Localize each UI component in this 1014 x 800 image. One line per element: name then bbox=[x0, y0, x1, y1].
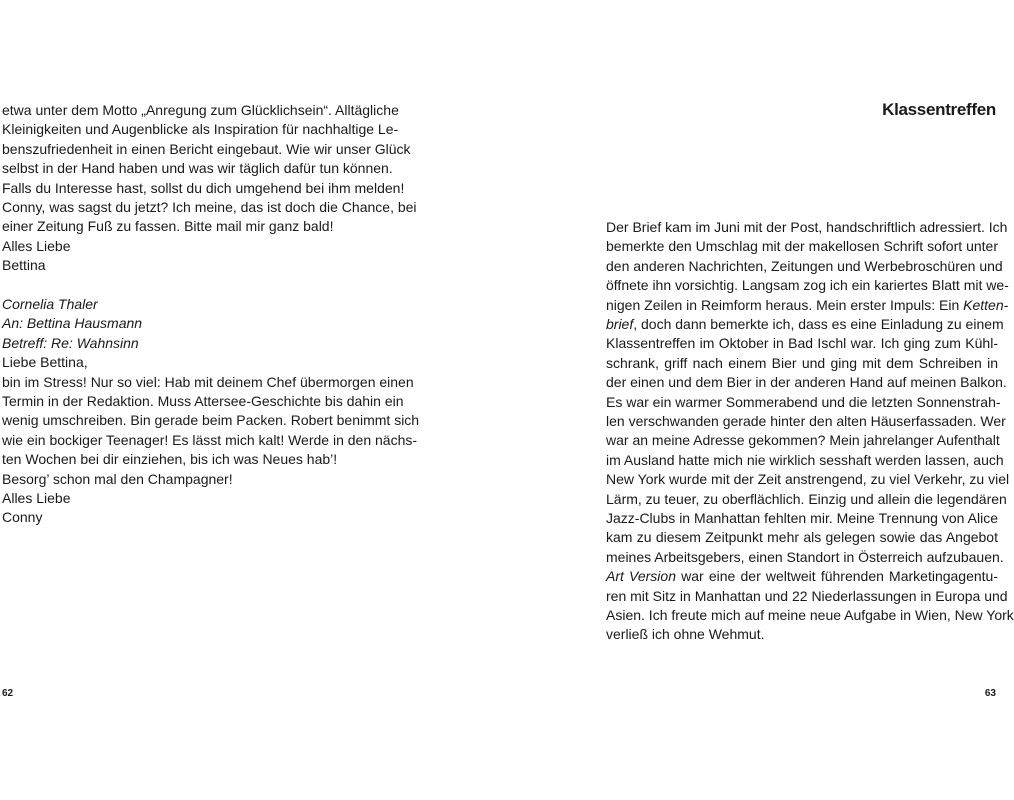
text-line bbox=[606, 296, 1009, 315]
text-line: meines Arbeitsgebers, einen Standort in Österreich aufzubauen. bbox=[606, 549, 1004, 565]
text-line: Alles Liebe bbox=[2, 238, 71, 254]
italic-term: Ketten- bbox=[963, 297, 1009, 313]
page-number: 62 bbox=[2, 688, 14, 699]
text-line: Conny, was sagst du jetzt? Ich meine, das ist doch die Chance, bei bbox=[2, 199, 417, 215]
italic-term: brief bbox=[606, 316, 634, 332]
text-fragment: nigen Zeilen in Reimform heraus. Mein erster Impuls: Ein bbox=[606, 297, 964, 313]
email-sender: Cornelia Thaler bbox=[2, 296, 98, 312]
text-line: Kleinigkeiten und Augenblicke als Inspiration für nachhaltige Le- bbox=[2, 121, 399, 137]
text-line: der einen und dem Bier in der anderen Hand auf meinen Balkon. bbox=[606, 374, 1007, 390]
italic-term: Art Version bbox=[606, 568, 676, 584]
text-line: Lärm, zu teuer, zu oberflächlich. Einzig und allein die legendären bbox=[606, 491, 1007, 507]
text-line: benszufriedenheit in einen Bericht eingebaut. Wie wir unser Glück bbox=[2, 141, 411, 157]
text-line: ten Wochen bei dir einziehen, bis ich was Neues hab’! bbox=[2, 451, 338, 467]
text-line: einer Zeitung Fuß zu fassen. Bitte mail mir ganz bald! bbox=[2, 218, 334, 234]
text-line: Besorg’ schon mal den Champagner! bbox=[2, 471, 233, 487]
text-line: Asien. Ich freute mich auf meine neue Aufgabe in Wien, New York bbox=[606, 607, 1014, 623]
text-line: verließ ich ohne Wehmut. bbox=[606, 626, 765, 642]
left-page bbox=[0, 0, 500, 800]
text-line: wenig umschreiben. Bin gerade beim Packen. Robert benimmt sich bbox=[2, 412, 420, 428]
page-number: 63 bbox=[984, 688, 996, 699]
text-line: Alles Liebe bbox=[2, 490, 71, 506]
text-line: New York wurde mit der Zeit anstrengend, zu viel Verkehr, zu viel bbox=[606, 471, 1010, 487]
text-line: Klassentreffen im Oktober in Bad Ischl war. Ich ging zum Kühl- bbox=[606, 335, 998, 351]
text-line: ren mit Sitz in Manhattan und 22 Niederlassungen in Europa und bbox=[606, 588, 1008, 604]
email-subject: Betreff: Re: Wahnsinn bbox=[2, 335, 139, 351]
email-recipient: An: Bettina Hausmann bbox=[2, 315, 143, 331]
text-line: Bettina bbox=[2, 257, 46, 273]
text-line bbox=[606, 567, 998, 586]
text-line bbox=[606, 315, 1004, 334]
text-line: öffnete ihn vorsichtig. Langsam zog ich ein kariertes Blatt mit we- bbox=[606, 277, 1009, 293]
right-page bbox=[500, 0, 1014, 800]
text-line: bin im Stress! Nur so viel: Hab mit deinem Chef übermorgen einen bbox=[2, 374, 414, 390]
text-line: den anderen Nachrichten, Zeitungen und Werbebroschüren und bbox=[606, 258, 1003, 274]
text-fragment: , doch dann bemerkte ich, dass es eine Einladung zu einem bbox=[633, 316, 1004, 332]
text-line: schrank, griff nach einem Bier und ging mit dem Schreiben in bbox=[606, 355, 998, 371]
text-line: kam zu diesem Zeitpunkt mehr als gelegen sowie das Angebot bbox=[606, 529, 998, 545]
text-line: Falls du Interesse hast, sollst du dich umgehend bei ihm melden! bbox=[2, 180, 405, 196]
text-line: bemerkte den Umschlag mit der makellosen Schrift sofort unter bbox=[606, 238, 998, 254]
text-line: len verschwanden gerade hinter den alten Häuserfassaden. Wer bbox=[606, 413, 1006, 429]
text-line: Jazz-Clubs in Manhattan fehlten mir. Meine Trennung von Alice bbox=[606, 510, 998, 526]
text-fragment: war eine der weltweit führenden Marketingagentu- bbox=[676, 568, 998, 584]
text-line: Der Brief kam im Juni mit der Post, handschriftlich adressiert. Ich bbox=[606, 219, 1008, 235]
text-line: Es war ein warmer Sommerabend und die letzten Sonnenstrah- bbox=[606, 394, 1001, 410]
text-line: wie ein bockiger Teenager! Es lässt mich kalt! Werde in den nächs- bbox=[2, 432, 418, 448]
chapter-title: Klassentreffen bbox=[882, 100, 996, 119]
text-line: Termin in der Redaktion. Muss Attersee-Geschichte bis dahin ein bbox=[2, 393, 404, 409]
text-line: Liebe Bettina, bbox=[2, 354, 88, 370]
text-line: selbst in der Hand haben und was wir täglich dafür tun können. bbox=[2, 160, 393, 176]
text-line: im Ausland hatte mich nie wirklich sesshaft werden lassen, auch bbox=[606, 452, 1004, 468]
text-line: Conny bbox=[2, 509, 43, 525]
text-line: war an meine Adresse gekommen? Mein jahrelanger Aufenthalt bbox=[606, 432, 1000, 448]
text-line: etwa unter dem Motto „Anregung zum Glücklichsein“. Alltägliche bbox=[2, 102, 399, 118]
